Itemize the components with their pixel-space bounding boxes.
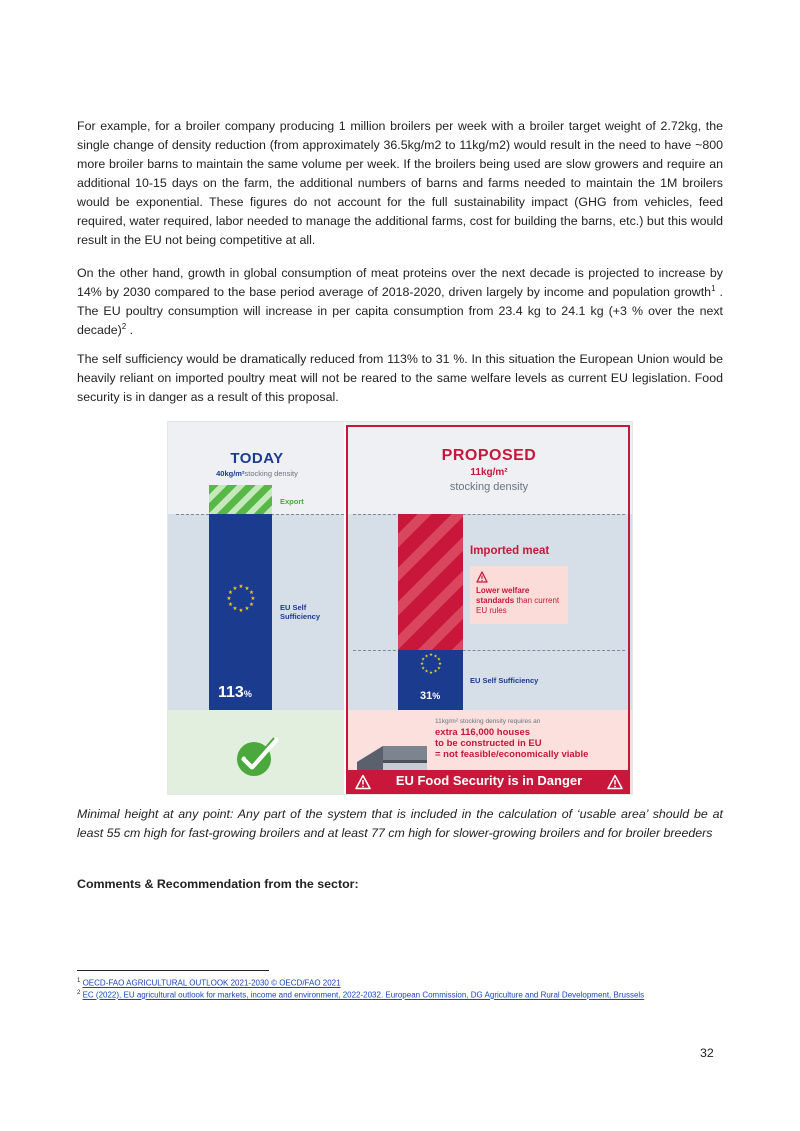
svg-text:★: ★ <box>436 666 441 672</box>
today-density <box>168 469 346 478</box>
svg-text:★: ★ <box>249 602 254 608</box>
footnote-2-link[interactable]: EC (2022), EU agricultural outlook for markets, income and environment, 2022-2032. European Commission, DG Agriculture and Rural Development, Brussels <box>82 990 645 1000</box>
today-density-suffix: stocking density <box>244 469 298 478</box>
extra-houses: extra 116,000 houses <box>435 727 531 738</box>
stocking-density-infographic <box>167 421 633 795</box>
welfare-warning-text <box>476 586 568 616</box>
today-density-value: 40kg/m² <box>216 469 245 478</box>
svg-text:★: ★ <box>232 606 238 612</box>
export-label: Export <box>280 497 304 506</box>
svg-text:★: ★ <box>433 654 438 660</box>
svg-text:★: ★ <box>421 657 426 663</box>
svg-text:★: ★ <box>436 657 441 663</box>
warning-icon-right <box>607 774 623 790</box>
paragraph-global-consumption <box>77 264 723 340</box>
today-value <box>218 684 252 702</box>
proposed-title: PROPOSED <box>441 447 537 464</box>
svg-text:★: ★ <box>419 661 425 667</box>
svg-text:★: ★ <box>437 661 443 667</box>
proposed-density: 11kg/m² <box>470 467 508 478</box>
svg-text:★: ★ <box>421 666 426 672</box>
export-bar <box>209 485 272 514</box>
svg-text:★: ★ <box>238 584 244 590</box>
eu-flag-stars-icon <box>225 583 257 615</box>
extra-houses-text <box>435 727 625 760</box>
imported-meat-label: Imported meat <box>470 545 550 557</box>
footnote-1-number: 1 <box>77 978 81 984</box>
svg-text:★: ★ <box>428 652 434 658</box>
imported-meat-bar <box>398 514 463 650</box>
footnote-2-number: 2 <box>77 990 81 996</box>
not-viable: = not feasible/economically viable <box>435 749 589 760</box>
svg-text:★: ★ <box>244 606 250 612</box>
footnote-1 <box>77 976 717 989</box>
construct-in-eu: to be constructed in EU <box>435 738 542 749</box>
paragraph-self-sufficiency: The self sufficiency would be dramatically reduced from 113% to 31 %. In this situation the European Union would be heavily reliant on imported poultry meat will not be reared to the same welfare levels as current EU legislation. Food security is in danger as a result of this proposal. <box>77 352 723 404</box>
footnote-ref-2[interactable]: 2 <box>121 321 127 331</box>
eu-self-sufficiency-label-today: EU Self Sufficiency <box>280 603 321 621</box>
minimal-height-caption: Minimal height at any point: Any part of the system that is included in the calculation of ‘usable area’ should be at least 55 cm high for fast-growing broilers and at least 77 cm high for slower-growing broilers and for broiler breeders <box>77 807 723 840</box>
svg-text:★: ★ <box>228 590 233 596</box>
svg-text:★: ★ <box>250 596 256 602</box>
eu-flag-stars-small-icon <box>419 652 443 676</box>
svg-text:★: ★ <box>232 586 238 592</box>
comments-heading: Comments & Recommendation from the sector: <box>77 877 359 891</box>
footnote-2 <box>77 988 717 1001</box>
checkmark-icon <box>234 734 280 780</box>
svg-text:★: ★ <box>226 596 232 602</box>
svg-text:★: ★ <box>424 654 429 660</box>
svg-text:★: ★ <box>433 669 438 675</box>
svg-text:★: ★ <box>228 602 233 608</box>
svg-text:★: ★ <box>424 669 429 675</box>
svg-text:★: ★ <box>428 670 434 676</box>
footnote-ref-1[interactable]: 1 <box>711 283 716 293</box>
page-number: 32 <box>700 1046 714 1060</box>
proposed-value <box>420 690 440 702</box>
today-title: TODAY <box>230 450 284 467</box>
danger-text: EU Food Security is in Danger <box>395 773 583 788</box>
p2-text-b: . The EU poultry consumption will increase in per capita consumption from 23.4 kg to 24.1 kg (+3 % over the next decade) <box>77 285 724 337</box>
svg-text:★: ★ <box>249 590 254 596</box>
svg-text:★: ★ <box>244 586 250 592</box>
proposed-value-number: 31 <box>420 690 433 702</box>
proposed-value-unit: % <box>432 691 441 701</box>
p2-text-c: . <box>126 323 134 337</box>
svg-text:★: ★ <box>238 608 244 614</box>
today-value-number: 113 <box>218 684 244 701</box>
density-requirement-note: 11kg/m² stocking density requires an <box>435 718 541 725</box>
warning-rest: than current EU rules <box>476 596 560 615</box>
footnote-1-link[interactable]: OECD-FAO AGRICULTURAL OUTLOOK 2021-2030 © OECD/FAO 2021 <box>82 978 341 988</box>
paragraph-broiler-example: For example, for a broiler company producing 1 million broilers per week with a broiler target weight of 2.72kg, the single change of density reduction (from approximately 36.5kg/m2 to 11kg/m2) would result in the need to have ~800 more broiler barns to maintain the same volume per week. If the broilers being used are slow growers and require an additional 10-15 days on the farm, the additional numbers of barns and farms needed to maintain the 1M broilers would be exponential. These figures do not account for the full sustainability impact (GHG from vehicles, feed required, water required, labor needed to manage the additional farms, cost for building the barns, etc.) but this would result in the EU not being competitive at all. <box>77 119 723 247</box>
proposed-density-suffix: stocking density <box>449 481 529 493</box>
p2-text-a: On the other hand, growth in global consumption of meat proteins over the next decade is projected to increase by 14% by 2030 compared to the base period average of 2018-2020, driven largely by income and population growth <box>77 266 723 299</box>
footnote-rule <box>77 970 269 971</box>
today-value-unit: % <box>243 689 252 699</box>
eu-self-sufficiency-label-proposed: EU Self Sufficiency <box>470 676 539 685</box>
warning-bold: Lower welfare standards <box>476 586 530 605</box>
warning-icon <box>476 571 488 583</box>
